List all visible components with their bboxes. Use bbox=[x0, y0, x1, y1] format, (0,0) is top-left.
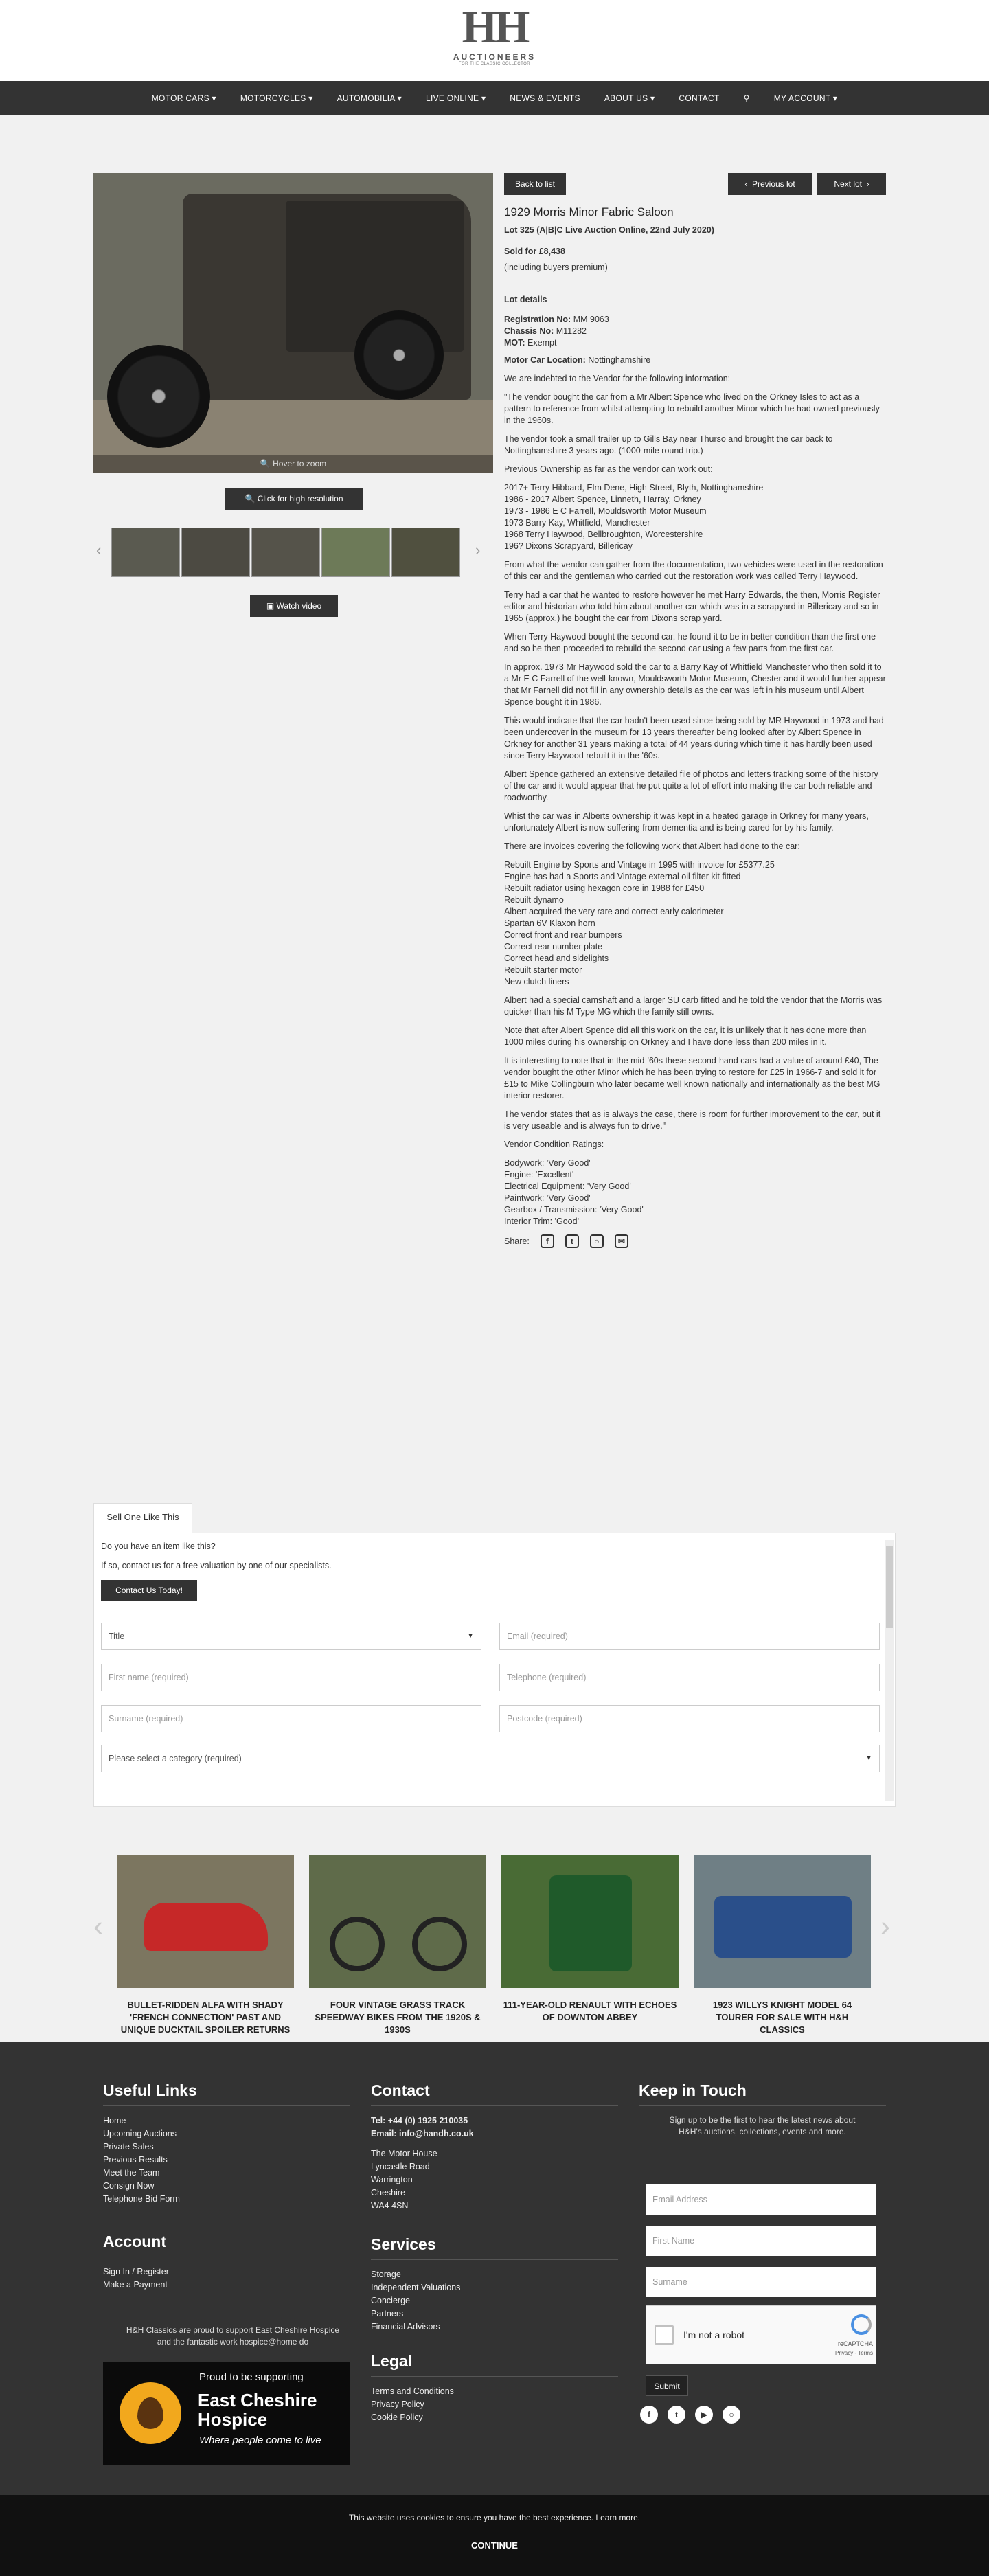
account-link[interactable]: Make a Payment bbox=[103, 2280, 168, 2290]
services-col bbox=[371, 2235, 618, 2334]
postcode-field[interactable]: Postcode (required) bbox=[499, 1705, 880, 1732]
newsletter-email-field[interactable]: Email Address bbox=[646, 2184, 876, 2215]
news-caption: BULLET-RIDDEN ALFA WITH SHADY 'FRENCH CONNECTION' PAST AND UNIQUE DUCKTAIL SPOILER RETURNS bbox=[120, 2000, 291, 2035]
logo-tagline: FOR THE CLASSIC COLLECTOR bbox=[458, 62, 531, 66]
panel-scrollbar[interactable] bbox=[885, 1540, 894, 1801]
hospice-small-text: Proud to be supporting bbox=[199, 2371, 304, 2383]
keep-in-touch-heading: Keep in Touch bbox=[639, 2081, 886, 2106]
description-paragraph: "The vendor bought the car from a Mr Albert Spence who lived on the Orkney Isles to act as a pattern to reference from whilst attempting to rebuild another Minor which he had owned previously in the 1960s. bbox=[504, 392, 880, 425]
description-paragraph: Previous Ownership as far as the vendor can work out: bbox=[504, 464, 713, 474]
newsletter-submit-button[interactable]: Submit bbox=[646, 2375, 688, 2396]
description-paragraph: It is interesting to note that in the mid-'60s these second-hand cars had a value of around £40, The vendor bought the other Minor which he has been trying to restore for £25 in 1966-7 and sold it for £15 to Mike Collingburn who later became well known nationally and internationally as the best MG interior restorer. bbox=[504, 1056, 880, 1100]
footer-link[interactable]: Meet the Team bbox=[103, 2168, 160, 2178]
thumbnail[interactable] bbox=[391, 528, 460, 577]
news-card[interactable] bbox=[309, 1855, 486, 2036]
keep-in-touch-text: Sign up to be the first to hear the latest news about H&H's auctions, collections, events and more. bbox=[669, 2115, 856, 2136]
service-link[interactable]: Independent Valuations bbox=[371, 2283, 461, 2292]
nav-contact[interactable]: CONTACT bbox=[679, 93, 720, 103]
services-heading: Services bbox=[371, 2235, 618, 2260]
address-line: The Motor House bbox=[371, 2149, 437, 2158]
description-paragraph: In approx. 1973 Mr Haywood sold the car to a Barry Kay of Whitfield Manchester who then sold it to a Mr E C Farrell of the well-known, Mouldsworth Motor Museum, Chester and it would further appear that Mr Farnell did not fill in any ownership details as the car was left in his museum until Albert Spence bought it in 1986. bbox=[504, 662, 886, 707]
footer-link[interactable]: Upcoming Auctions bbox=[103, 2129, 177, 2138]
footer-link[interactable]: Telephone Bid Form bbox=[103, 2194, 180, 2204]
legal-link[interactable]: Privacy Policy bbox=[371, 2399, 424, 2409]
description-paragraph: When Terry Haywood bought the second car, he found it to be in better condition than the first one and so he then proceeded to rebuild the second car using a few parts from the first car. bbox=[504, 632, 876, 653]
recaptcha-checkbox[interactable] bbox=[655, 2325, 674, 2345]
main-nav bbox=[0, 81, 989, 115]
premium-note: (including buyers premium) bbox=[504, 262, 608, 272]
thumbnail[interactable] bbox=[321, 528, 390, 577]
facebook-icon[interactable]: f bbox=[640, 2406, 658, 2424]
youtube-icon[interactable]: ▶ bbox=[695, 2406, 713, 2424]
sold-price: Sold for £8,438 bbox=[504, 247, 565, 256]
recaptcha-brand: reCAPTCHA bbox=[837, 2340, 873, 2347]
description-paragraph: We are indebted to the Vendor for the following information: bbox=[504, 374, 731, 383]
account-links bbox=[103, 2233, 350, 2292]
main-image[interactable] bbox=[93, 173, 493, 473]
share-row bbox=[504, 1234, 887, 1248]
hospice-banner[interactable] bbox=[103, 2362, 350, 2465]
carousel-prev-icon[interactable]: ‹ bbox=[93, 1910, 103, 1942]
thumbnail[interactable] bbox=[251, 528, 320, 577]
address-line: Lyncastle Road bbox=[371, 2162, 430, 2171]
nav-motor-cars[interactable]: MOTOR CARS ▾ bbox=[151, 93, 216, 103]
email-field[interactable]: Email (required) bbox=[499, 1623, 880, 1650]
footer-link[interactable]: Private Sales bbox=[103, 2142, 154, 2151]
hover-zoom-hint: 🔍 Hover to zoom bbox=[93, 455, 493, 473]
hospice-support-text: H&H Classics are proud to support East Cheshire Hospice and the fantastic work hospice@home do bbox=[126, 2325, 340, 2347]
wheel-shape bbox=[107, 345, 210, 448]
social-links bbox=[640, 2406, 740, 2424]
description-paragraph: This would indicate that the car hadn't been used since being sold by MR Haywood in 1973 and had been undercover in the museum for 13 years thereafter being looked after by Albert Spence in Orkney for another 31 years making a total of 44 years during which time it has hardly been used since Terry Haywood rebuilt it in the '60s. bbox=[504, 716, 884, 760]
description-paragraph: There are invoices covering the following work that Albert had done to the car: bbox=[504, 841, 800, 851]
instagram-icon[interactable]: ○ bbox=[590, 1234, 604, 1248]
hospice-tagline: Where people come to live bbox=[199, 2434, 321, 2446]
title-select[interactable]: Title ▼ bbox=[101, 1623, 481, 1650]
sunflower-icon bbox=[120, 2382, 181, 2444]
description-paragraph: Whist the car was in Alberts ownership it was kept in a heated garage in Orkney for many years, unfortunately Albert is now suffering from dementia and is being cared for by his family. bbox=[504, 811, 869, 833]
legal-heading: Legal bbox=[371, 2352, 618, 2377]
news-carousel bbox=[93, 1855, 896, 2040]
lot-info bbox=[504, 206, 887, 1248]
useful-links bbox=[103, 2081, 350, 2206]
twitter-icon[interactable]: t bbox=[668, 2406, 685, 2424]
news-image bbox=[501, 1855, 679, 1988]
news-card[interactable] bbox=[694, 1855, 871, 2036]
nav-motorcycles[interactable]: MOTORCYCLES ▾ bbox=[240, 93, 313, 103]
footer-link[interactable]: Consign Now bbox=[103, 2181, 155, 2191]
recaptcha-label: I'm not a robot bbox=[683, 2329, 745, 2340]
description-paragraph: The vendor states that as is always the case, there is room for further improvement to the car, but it is very useable and is always fun to drive." bbox=[504, 1109, 881, 1131]
description-paragraph: Vendor Condition Ratings: bbox=[504, 1140, 604, 1149]
description-paragraph: The vendor took a small trailer up to Gills Bay near Thurso and brought the car back to Nottinghamshire 3 years ago. (1000-mile round trip.) bbox=[504, 434, 833, 455]
news-image bbox=[309, 1855, 486, 1988]
telephone-field[interactable]: Telephone (required) bbox=[499, 1664, 880, 1691]
twitter-icon[interactable]: t bbox=[565, 1234, 579, 1248]
carousel-next-icon[interactable]: › bbox=[880, 1910, 890, 1942]
nav-about-us[interactable]: ABOUT US ▾ bbox=[604, 93, 655, 103]
contact-us-button[interactable]: Contact Us Today! bbox=[101, 1580, 197, 1601]
chassis: Chassis No: M11282 bbox=[504, 326, 587, 336]
footer-link[interactable]: Home bbox=[103, 2116, 126, 2125]
email-icon[interactable]: ✉ bbox=[615, 1234, 628, 1248]
logo-letters: HH bbox=[462, 2, 527, 52]
thumbnail[interactable] bbox=[111, 528, 180, 577]
email[interactable]: Email: info@handh.co.uk bbox=[371, 2129, 474, 2138]
logo-name: AUCTIONEERS bbox=[453, 52, 536, 62]
thumbnail-strip bbox=[93, 528, 493, 577]
watch-video-button[interactable]: ▣ Watch video bbox=[250, 595, 338, 617]
location: Motor Car Location: Nottinghamshire bbox=[504, 355, 651, 365]
sell-one-like-this bbox=[93, 1503, 896, 1807]
recaptcha-widget bbox=[646, 2305, 876, 2364]
thumbnail[interactable] bbox=[181, 528, 250, 577]
details-heading: Lot details bbox=[504, 295, 547, 304]
service-link[interactable]: Concierge bbox=[371, 2296, 410, 2305]
address-line: WA4 4SN bbox=[371, 2201, 409, 2211]
nav-my-account[interactable]: MY ACCOUNT ▾ bbox=[773, 93, 838, 103]
newsletter-first-name-field[interactable]: First Name bbox=[646, 2226, 876, 2256]
sell-prompt: If so, contact us for a free valuation by one of our specialists. bbox=[101, 1561, 332, 1570]
sell-question: Do you have an item like this? bbox=[101, 1541, 216, 1551]
description-paragraph: 2017+ Terry Hibbard, Elm Dene, High Street, Blyth, Nottinghamshire 1986 - 2017 Albert Spence, Linneth, Harray, Orkney 1973 - 1986 E C Farrell, Mouldsworth Motor Museum 1973 Barry Kay, Whitfield, Manchester 1968 Terry Haywood, Bellbroughton, Worcestershire 196? Dixons Scrapyard, Billericay bbox=[504, 483, 764, 551]
description-paragraph: Note that after Albert Spence did all this work on the car, it is unlikely that it has done more than 1000 miles during his ownership on Orkney and I have done less than 200 miles in it. bbox=[504, 1026, 867, 1047]
account-heading: Account bbox=[103, 2233, 350, 2257]
description-paragraph: Bodywork: 'Very Good' Engine: 'Excellent' Electrical Equipment: 'Very Good' Paintwork: 'Very Good' Gearbox / Transmission: 'Very Good' Interior Trim: 'Good' bbox=[504, 1158, 644, 1226]
surname-field[interactable]: Surname (required) bbox=[101, 1705, 481, 1732]
description-paragraph: Terry had a car that he wanted to restore however he met Harry Edwards, the then, Morris Register editor and historian who told him about another car which was in a scrapyard in Billericay and so in 1965 (approx.) he bought the car from Dixons scrap yard. bbox=[504, 590, 880, 623]
nav-news-events[interactable]: NEWS & EVENTS bbox=[510, 93, 580, 103]
description-paragraph: From what the vendor can gather from the documentation, two vehicles were used in the restoration of this car and the gentleman who carried out the restoration work was called Terry Haywood. bbox=[504, 560, 883, 581]
cookie-text: This website uses cookies to ensure you have the best experience. Learn more. bbox=[348, 2513, 641, 2522]
legal-link[interactable]: Terms and Conditions bbox=[371, 2386, 454, 2396]
lot-description bbox=[504, 373, 887, 1228]
address-line: Warrington bbox=[371, 2175, 413, 2184]
news-caption: FOUR VINTAGE GRASS TRACK SPEEDWAY BIKES FROM THE 1920S & 1930S bbox=[315, 2000, 481, 2035]
previous-lot-button[interactable]: ‹ Previous lot bbox=[728, 173, 812, 195]
recaptcha-links[interactable]: Privacy - Terms bbox=[835, 2350, 873, 2356]
lot-title: 1929 Morris Minor Fabric Saloon bbox=[504, 205, 674, 218]
description-paragraph: Rebuilt Engine by Sports and Vintage in 1995 with invoice for £5377.25 Engine has had a Sports and Vintage external oil filter kit fitted Rebuilt radiator using hexagon core in 1988 for £450 Rebuilt dynamo Albert acquired the very rare and correct early calorimeter Spartan 6V Klaxon horn Correct front and rear bumpers Correct rear number plate Correct head and sidelights Rebuilt starter motor New clutch liners bbox=[504, 860, 775, 986]
news-card[interactable] bbox=[117, 1855, 294, 2036]
sell-panel bbox=[93, 1533, 896, 1807]
footer-link[interactable]: Previous Results bbox=[103, 2155, 168, 2165]
newsletter-surname-field[interactable]: Surname bbox=[646, 2267, 876, 2297]
service-link[interactable]: Partners bbox=[371, 2309, 404, 2318]
description-paragraph: Albert had a special camshaft and a larger SU carb fitted and he told the vendor that the Morris was quicker than his M Type MG which the family still owns. bbox=[504, 995, 883, 1017]
news-caption: 111-YEAR-OLD RENAULT WITH ECHOES OF DOWNTON ABBEY bbox=[503, 2000, 677, 2022]
thumb-next-icon[interactable]: › bbox=[475, 541, 481, 558]
share-label: Share: bbox=[504, 1236, 530, 1246]
lot-number: Lot 325 (A|B|C Live Auction Online, 22nd July 2020) bbox=[504, 225, 714, 235]
next-lot-button[interactable]: Next lot › bbox=[817, 173, 886, 195]
first-name-field[interactable]: First name (required) bbox=[101, 1664, 481, 1691]
search-icon[interactable]: ⚲ bbox=[743, 93, 750, 103]
back-to-list-button[interactable]: Back to list bbox=[504, 173, 566, 195]
nav-automobilia[interactable]: AUTOMOBILIA ▾ bbox=[337, 93, 402, 103]
service-link[interactable]: Storage bbox=[371, 2270, 401, 2279]
nav-live-online[interactable]: LIVE ONLINE ▾ bbox=[425, 93, 486, 103]
facebook-icon[interactable]: f bbox=[541, 1234, 554, 1248]
address-line: Cheshire bbox=[371, 2188, 406, 2197]
account-link[interactable]: Sign In / Register bbox=[103, 2267, 169, 2276]
legal-link[interactable]: Cookie Policy bbox=[371, 2413, 423, 2422]
contact-col bbox=[371, 2081, 618, 2213]
contact-heading: Contact bbox=[371, 2081, 618, 2106]
news-caption: 1923 WILLYS KNIGHT MODEL 64 TOURER FOR SALE WITH H&H CLASSICS bbox=[712, 2000, 852, 2035]
description-paragraph: Albert Spence gathered an extensive detailed file of photos and letters tracking some of the history of the car and it would appear that he put quite a lot of effort into making the car both reliable and roadworthy. bbox=[504, 769, 878, 802]
news-image bbox=[117, 1855, 294, 1988]
high-resolution-button[interactable]: 🔍 Click for high resolution bbox=[225, 488, 363, 510]
useful-links-heading: Useful Links bbox=[103, 2081, 350, 2106]
category-select[interactable]: Please select a category (required) ▼ bbox=[101, 1745, 880, 1772]
thumb-prev-icon[interactable]: ‹ bbox=[96, 541, 102, 558]
tel[interactable]: Tel: +44 (0) 1925 210035 bbox=[371, 2116, 468, 2125]
keep-in-touch bbox=[639, 2081, 886, 2138]
recaptcha-icon bbox=[851, 2314, 872, 2335]
cookie-continue-button[interactable]: CONTINUE bbox=[471, 2540, 518, 2551]
site-header bbox=[0, 0, 989, 81]
wheel-shape bbox=[354, 310, 444, 400]
cookie-banner bbox=[0, 2495, 989, 2576]
legal-col bbox=[371, 2352, 618, 2424]
news-card[interactable] bbox=[501, 1855, 679, 2024]
tab-sell-one-like-this[interactable]: Sell One Like This bbox=[93, 1503, 192, 1533]
hospice-name: East Cheshire Hospice bbox=[198, 2390, 317, 2430]
service-link[interactable]: Financial Advisors bbox=[371, 2322, 440, 2331]
mot: MOT: Exempt bbox=[504, 338, 557, 348]
instagram-icon[interactable]: ○ bbox=[723, 2406, 740, 2424]
registration: Registration No: MM 9063 bbox=[504, 315, 609, 324]
logo[interactable] bbox=[452, 3, 537, 77]
news-image bbox=[694, 1855, 871, 1988]
